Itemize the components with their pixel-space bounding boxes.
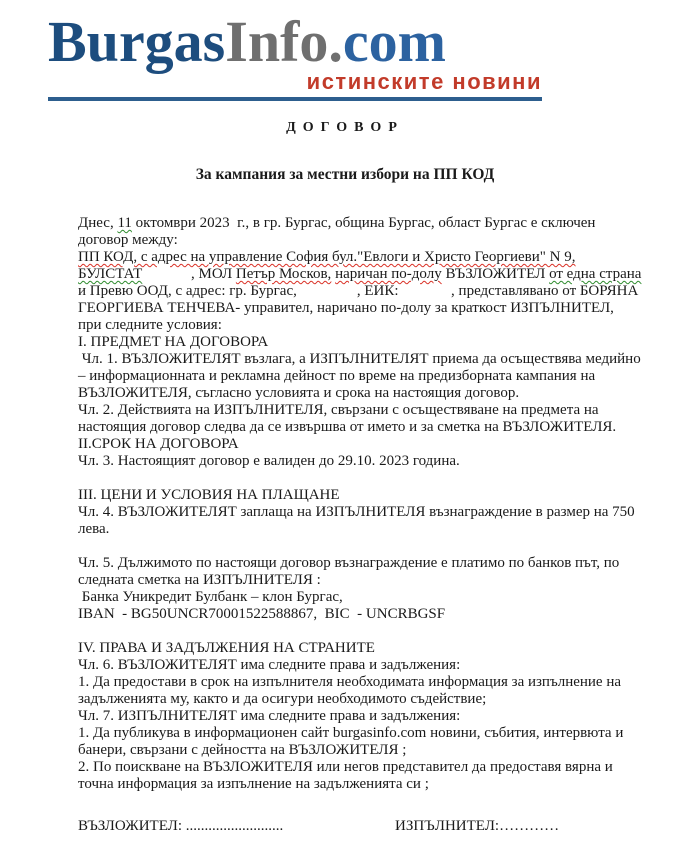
document-line: – информационната и рекламна дейност по време на предизборната кампания на [78, 368, 596, 384]
document-line: 2. По поискване на ВЪЗЛОЖИТЕЛЯ или негов представител да предоставя вярна и [78, 759, 613, 775]
document-line: IBAN - BG50UNCR70001522588867, BIC - UNCRBGSF [78, 606, 446, 622]
document-title: За кампания за местни избори на ПП КОД [195, 166, 495, 183]
document-line: IV. ПРАВА И ЗАДЪЛЖЕНИЯ НА СТРАНИТЕ [78, 640, 375, 656]
logo-divider-rule [48, 97, 542, 101]
logo-tagline: истинските новини [306, 69, 542, 94]
signature-right: ИЗПЪЛНИТЕЛ:………… [395, 818, 560, 834]
document-line: ПП КОД, с адрес на управление София бул."Евлоги и Христо Георгиеви" N 9, [78, 249, 576, 265]
document-line: III. ЦЕНИ И УСЛОВИЯ НА ПЛАЩАНЕ [78, 487, 340, 503]
document-line: Чл. 5. Дължимото по настоящи договор възнаграждение е платимо по банков път, по [78, 555, 620, 571]
document-heading: ДОГОВОР [286, 120, 404, 135]
document-line: Чл. 1. ВЪЗЛОЖИТЕЛЯТ възлага, а ИЗПЪЛНИТЕЛЯТ приема да осъществява медийно [78, 351, 641, 367]
signature-row [78, 818, 623, 835]
document-line: точна информация за изпълнение на задълженията си ; [78, 776, 429, 792]
logo-burgas-text: Burgas [48, 9, 226, 74]
burgasinfo-logo [48, 9, 542, 101]
document-line: Днес, 11 октомври 2023 г., в гр. Бургас, община Бургас, област Бургас е сключен [78, 215, 596, 231]
logo-com-text: com [342, 9, 446, 74]
document-line: следната сметка на ИЗПЪЛНИТЕЛЯ : [78, 572, 321, 588]
document-line: договор между: [78, 232, 178, 248]
document-line: 1. Да предостави в срок на изпълнителя необходимата информация за изпълнение на [78, 674, 622, 690]
logo-wordmark [48, 9, 542, 74]
document-line [78, 470, 623, 487]
document-line: ВЪЗЛОЖИТЕЛЯ, съгласно условията и срока на настоящия договор. [78, 385, 520, 401]
document-line: банери, свързани с дейността на ВЪЗЛОЖИТЕЛЯ ; [78, 742, 407, 758]
document-line: Чл. 6. ВЪЗЛОЖИТЕЛЯТ има следните права и задължения: [78, 657, 461, 673]
document-line [78, 538, 623, 555]
logo-info-text: Info. [225, 9, 343, 74]
document-body [78, 215, 642, 793]
document-line: настоящия договор следва да се извършва от името и за сметка на ВЪЗЛОЖИТЕЛЯ. [78, 419, 617, 435]
document-line: задълженията му, както и да осигури необходимото съдействие; [78, 691, 487, 707]
document-line: Чл. 3. Настоящият договор е валиден до 29.10. 2023 година. [78, 453, 460, 469]
document-line: Банка Уникредит Булбанк – клон Бургас, [78, 589, 343, 605]
document-line: Чл. 4. ВЪЗЛОЖИТЕЛЯТ заплаща на ИЗПЪЛНИТЕЛЯ възнаграждение в размер на 750 [78, 504, 635, 520]
document-line: при следните условия: [78, 317, 222, 333]
document-line: ГЕОРГИЕВА ТЕНЧЕВА- управител, наричано по-долу за краткост ИЗПЪЛНИТЕЛ, [78, 300, 614, 316]
document-line: Чл. 7. ИЗПЪЛНИТЕЛЯТ има следните права и задължения: [78, 708, 461, 724]
document-line: I. ПРЕДМЕТ НА ДОГОВОРА [78, 334, 269, 350]
document-line: 1. Да публикува в информационен сайт burgasinfo.com новини, събития, интервюта и [78, 725, 624, 741]
document-line [78, 623, 623, 640]
signature-left: ВЪЗЛОЖИТЕЛ: .......................... [78, 818, 284, 834]
document-line: II.СРОК НА ДОГОВОРА [78, 436, 239, 452]
document-line: лева. [78, 521, 110, 537]
document-line: Чл. 2. Действията на ИЗПЪЛНИТЕЛЯ, свързани с осъществяване на предмета на [78, 402, 599, 418]
document-line: и Превю ООД, с адрес: гр. Бургас, , ЕИК: , представлявано от БОРЯНА [78, 283, 639, 299]
document-line: БУЛСТАТ , МОЛ Петър Москов, наричан по-долу ВЪЗЛОЖИТЕЛ от една страна [78, 266, 642, 282]
